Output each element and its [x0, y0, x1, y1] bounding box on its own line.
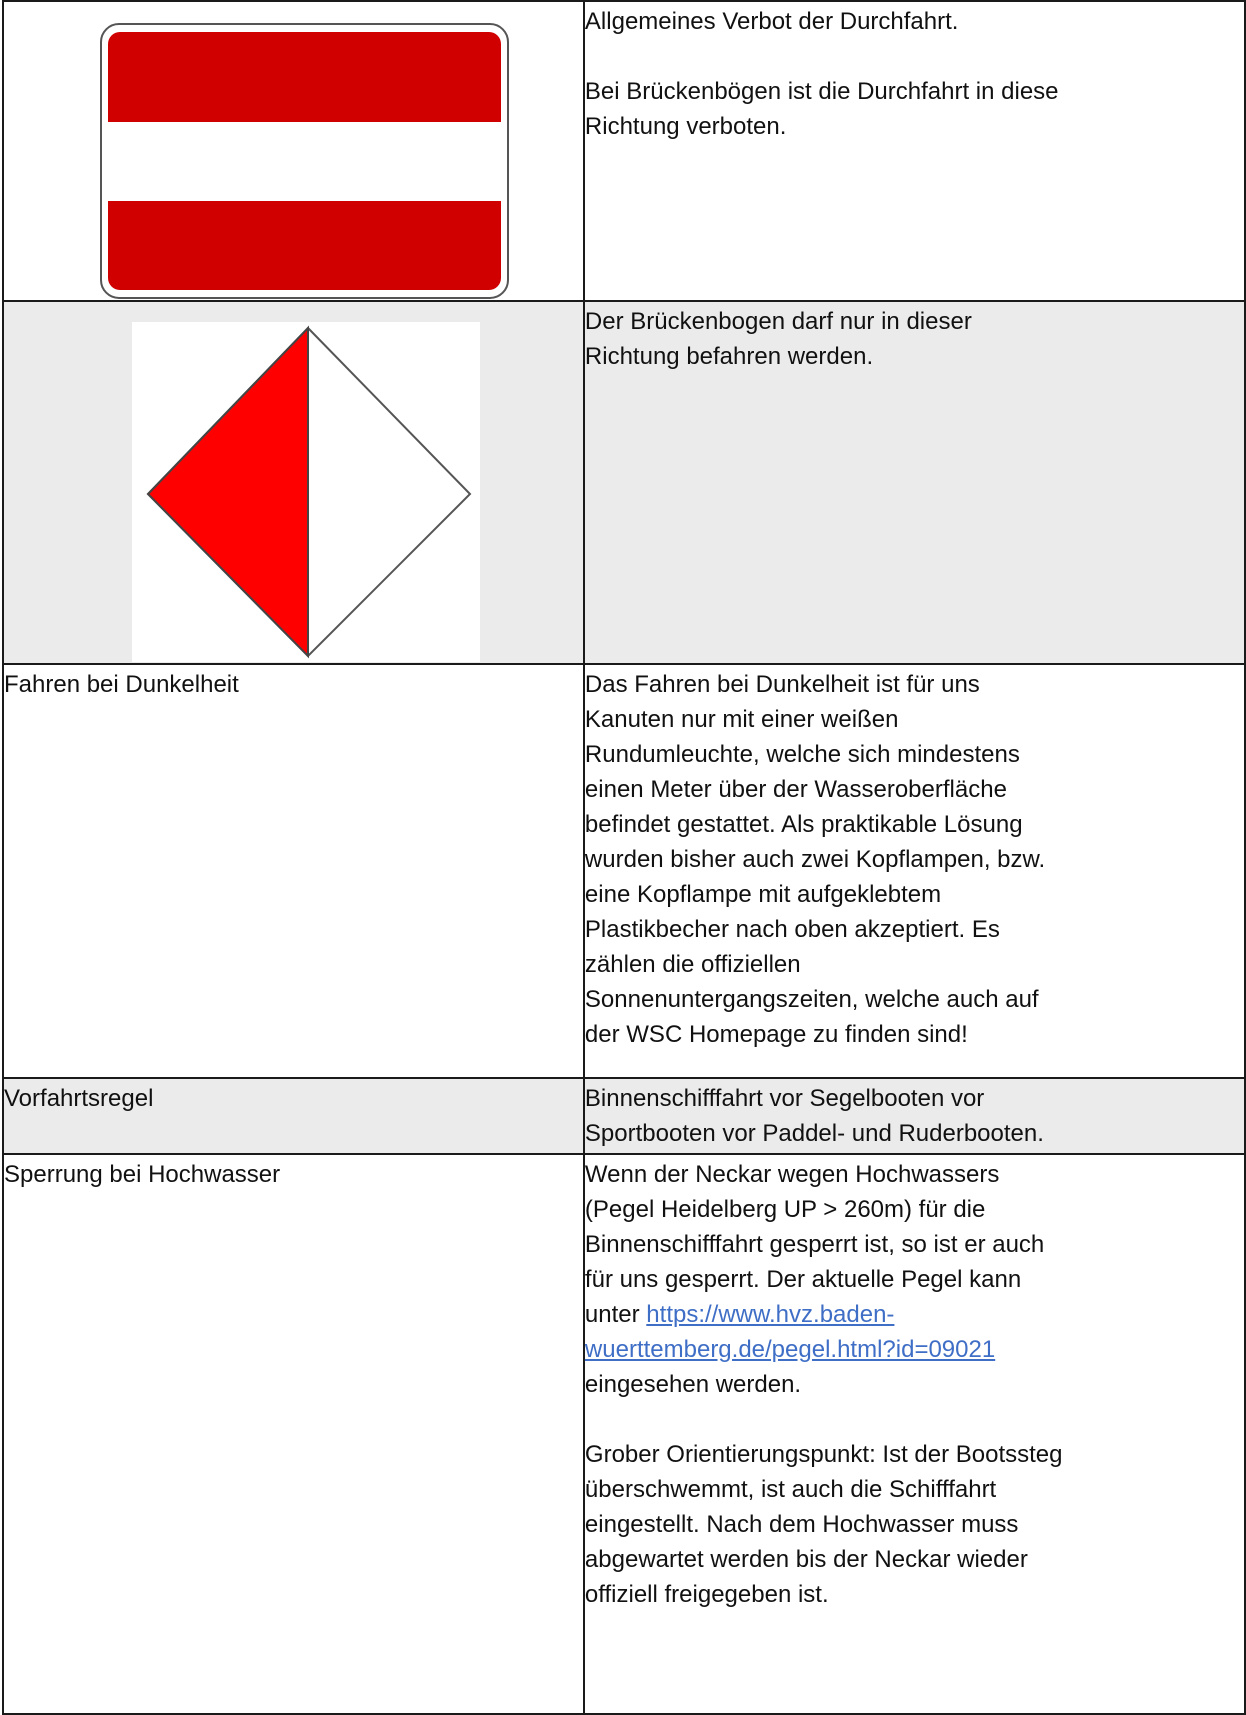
- description-text: Das Fahren bei Dunkelheit ist für uns Kanuten nur mit einer weißen Rundumleuchte, welche sich mindestens einen Meter über der Wasseroberfläche befindet gestattet. Als praktikable Lösung wurden bisher auch zwei Kopflampen, bzw. eine Kopflampe mit aufgeklebtem Plastikbecher nach oben akzeptiert. Es zählen die offiziellen Sonnenuntergangszeiten, welche auch auf der WSC Homepage zu finden sind!: [584, 671, 1046, 1048]
- rule-label-cell: [3, 1078, 584, 1154]
- description-text: Bei Brückenbögen ist die Durchfahrt in diese Richtung verboten.: [584, 78, 1059, 140]
- description-cell: [584, 1154, 1245, 1714]
- description-text: [585, 1157, 1244, 1402]
- rule-label-cell: [3, 1154, 584, 1714]
- rule-label: Vorfahrtsregel: [4, 1085, 154, 1112]
- description-text: Allgemeines Verbot der Durchfahrt.: [584, 8, 959, 35]
- pegel-link[interactable]: https://www.hvz.baden- wuerttemberg.de/pegel.html?id=09021: [584, 1301, 996, 1363]
- description-text-after-link: eingesehen werden.: [584, 1371, 802, 1398]
- table-row: [3, 1078, 1245, 1154]
- description-cell: [584, 1078, 1245, 1154]
- sign-cell: [3, 301, 584, 664]
- description-text-before-link: Wenn der Neckar wegen Hochwassers (Pegel Heidelberg UP > 260m) für die Binnenschifffahrt gesperrt ist, so ist er auch für uns gesperrt. Der aktuelle Pegel kann unter: [584, 1161, 1045, 1328]
- no-passage-sign-icon: [100, 23, 509, 299]
- table-row: [3, 664, 1245, 1078]
- rule-label: Fahren bei Dunkelheit: [4, 671, 239, 698]
- sign-image: [132, 322, 480, 662]
- table-row: [3, 1, 1245, 301]
- description-cell: [584, 664, 1245, 1078]
- description-cell: [584, 301, 1245, 664]
- rules-table: [2, 0, 1246, 1715]
- rule-label-cell: [3, 664, 584, 1078]
- rule-label: Sperrung bei Hochwasser: [4, 1161, 281, 1188]
- description-text: Grober Orientierungspunkt: Ist der Bootssteg überschwemmt, ist auch die Schifffahrt eingestellt. Nach dem Hochwasser muss abgewartet werden bis der Neckar wieder offiziell freigegeben ist.: [584, 1441, 1063, 1608]
- passage-permitted-sign-icon: [132, 322, 480, 662]
- sign-cell: [3, 1, 584, 301]
- description-text: Binnenschifffahrt vor Segelbooten vor Sportbooten vor Paddel- und Ruderbooten.: [584, 1085, 1044, 1147]
- table-row: [3, 301, 1245, 664]
- description-cell: [584, 1, 1245, 301]
- description-text: Der Brückenbogen darf nur in dieser Richtung befahren werden.: [584, 308, 972, 370]
- table-row: [3, 1154, 1245, 1714]
